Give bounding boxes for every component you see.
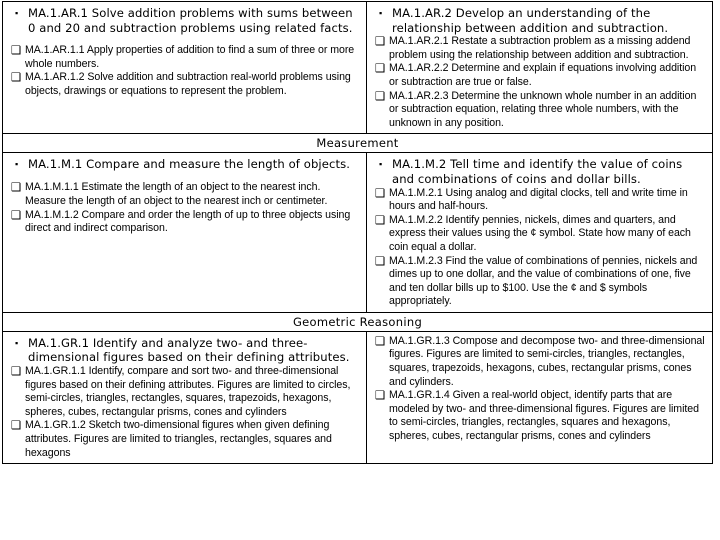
clarification-list	[7, 365, 361, 460]
cell-measurement-right	[367, 153, 713, 313]
section-header-cell	[3, 134, 713, 153]
clarification-item	[7, 71, 361, 98]
cell-geometric-reasoning-right	[367, 331, 713, 463]
square-bullet-icon: ▪	[379, 159, 383, 170]
clarification-list	[7, 44, 361, 98]
section-header-cell	[3, 312, 713, 331]
cell-content	[3, 332, 366, 463]
benchmark-item	[371, 6, 707, 35]
clarification-text: MA.1.M.2.2 Identify pennies, nickels, dimes and quarters, and express their values using the ¢ symbol. State how many of each coin equal a dollar.	[389, 213, 691, 253]
clarification-text: MA.1.AR.2.2 Determine and explain if equations involving addition or subtraction are true or false.	[389, 62, 697, 88]
clarification-text: MA.1.GR.1.1 Identify, compare and sort two- and three-dimensional figures based on their defining attributes. Figures are limited to circles, semi-circles, triangles, rectangles, squares, trapezoids, hexagons, spheres, cubes, rectangular prisms, cones and cylinders	[25, 365, 351, 418]
clarification-item	[7, 209, 361, 236]
clarification-item	[371, 187, 707, 214]
checkbox-icon[interactable]: ❑	[375, 253, 386, 268]
spacer	[7, 35, 361, 44]
checkbox-icon[interactable]: ❑	[11, 364, 22, 379]
checkbox-icon[interactable]: ❑	[375, 185, 386, 200]
benchmark-item	[7, 336, 361, 365]
section-content-row-algebraic-reasoning	[3, 2, 713, 134]
section-content-row-measurement	[3, 153, 713, 313]
cell-measurement-left	[3, 153, 367, 313]
clarification-text: MA.1.M.2.3 Find the value of combinations of pennies, nickels and dimes up to one dollar, and the value of combinations of one, five and ten dollar bills up to $100. Use the ¢ and $ symbols appropriately.	[389, 254, 698, 308]
checkbox-icon[interactable]: ❑	[375, 388, 386, 403]
clarification-text: MA.1.GR.1.4 Given a real-world object, identify parts that are modeled by two- and three-dimensional figures. Figures are limited to semi-circles, triangles, rectangles, squares and hexagons, spheres, cubes, rectangular prisms, cones and cylinders	[389, 389, 699, 443]
checkbox-icon[interactable]: ❑	[11, 43, 22, 58]
clarification-item	[7, 365, 361, 419]
square-bullet-icon: ▪	[379, 8, 383, 18]
clarification-item	[7, 181, 361, 208]
benchmark-item	[371, 157, 707, 186]
cell-algebraic-reasoning-left	[3, 2, 367, 134]
cell-content	[367, 2, 712, 133]
benchmark-item	[7, 6, 361, 35]
clarification-text: MA.1.M.2.1 Using analog and digital clocks, tell and write time in hours and half-hours.	[389, 186, 688, 213]
section-header-title: Geometric Reasoning	[292, 314, 423, 329]
clarification-text: MA.1.M.1.2 Compare and order the length of up to three objects using direct and indirect comparison.	[25, 208, 351, 235]
clarification-list	[371, 187, 707, 309]
clarification-item	[371, 389, 707, 443]
section-header-row-measurement	[3, 134, 713, 153]
checkbox-icon[interactable]: ❑	[375, 61, 386, 76]
section-header-title: Measurement	[316, 136, 399, 151]
clarification-text: MA.1.AR.2.1 Restate a subtraction problem as a missing addend problem using the relationship between addition and subtraction.	[389, 35, 691, 61]
clarification-item	[371, 335, 707, 389]
section-header-row-geometric-reasoning	[3, 312, 713, 331]
square-bullet-icon: ▪	[15, 159, 19, 170]
checkbox-icon[interactable]: ❑	[375, 212, 386, 227]
benchmark-text: MA.1.GR.1 Identify and analyze two- and three-dimensional figures based on their defining attributes.	[28, 335, 350, 365]
clarification-item	[371, 62, 707, 89]
clarification-text: MA.1.AR.1.2 Solve addition and subtraction real-world problems using objects, drawings or equations to represent the problem.	[25, 71, 351, 97]
clarification-item	[7, 44, 361, 71]
clarification-item	[371, 214, 707, 255]
benchmark-text: MA.1.AR.2 Develop an understanding of the relationship between addition and subtraction.	[392, 6, 669, 35]
clarification-item	[7, 419, 361, 460]
cell-algebraic-reasoning-right	[367, 2, 713, 134]
spacer	[7, 172, 361, 181]
clarification-list	[7, 181, 361, 235]
clarification-item	[371, 90, 707, 131]
standards-table-body	[3, 2, 713, 464]
benchmark-text: MA.1.M.2 Tell time and identify the value of coins and combinations of coins and dollar bills.	[392, 157, 683, 186]
cell-content	[3, 153, 366, 238]
clarification-text: MA.1.GR.1.3 Compose and decompose two- and three-dimensional figures. Figures are limited to semi-circles, triangles, rectangles, squares, trapezoids, hexagons, cubes, rectangular prisms, cones and cylinders.	[389, 334, 705, 388]
cell-content	[367, 332, 712, 447]
clarification-text: MA.1.AR.2.3 Determine the unknown whole number in an addition or subtraction equation, relating three whole numbers, with the unknown in any position.	[389, 89, 697, 129]
section-content-row-geometric-reasoning	[3, 331, 713, 463]
checkbox-icon[interactable]: ❑	[11, 70, 22, 85]
clarification-item	[371, 35, 707, 62]
cell-content	[3, 2, 366, 102]
benchmark-item	[7, 157, 361, 172]
standards-table	[2, 1, 713, 464]
checkbox-icon[interactable]: ❑	[375, 34, 386, 49]
clarification-text: MA.1.AR.1.1 Apply properties of addition to find a sum of three or more whole numbers.	[25, 44, 355, 70]
benchmark-text: MA.1.AR.1 Solve addition problems with sums between 0 and 20 and subtraction problems using related facts.	[28, 6, 353, 35]
cell-content	[367, 153, 712, 312]
checkbox-icon[interactable]: ❑	[375, 333, 386, 348]
clarification-item	[371, 255, 707, 309]
checkbox-icon[interactable]: ❑	[375, 88, 386, 103]
cell-geometric-reasoning-left	[3, 331, 367, 463]
clarification-text: MA.1.GR.1.2 Sketch two-dimensional figures when given defining attributes. Figures are limited to triangles, rectangles, squares and hexagons	[25, 419, 332, 459]
checkbox-icon[interactable]: ❑	[11, 180, 22, 195]
clarification-list	[371, 35, 707, 130]
checkbox-icon[interactable]: ❑	[11, 207, 22, 222]
clarification-list	[371, 335, 707, 444]
checkbox-icon[interactable]: ❑	[11, 418, 22, 433]
benchmark-text: MA.1.M.1 Compare and measure the length of objects.	[28, 157, 351, 172]
square-bullet-icon: ▪	[15, 8, 19, 18]
square-bullet-icon: ▪	[15, 337, 19, 348]
clarification-text: MA.1.M.1.1 Estimate the length of an object to the nearest inch. Measure the length of an object to the nearest inch or centimeter.	[25, 181, 328, 207]
